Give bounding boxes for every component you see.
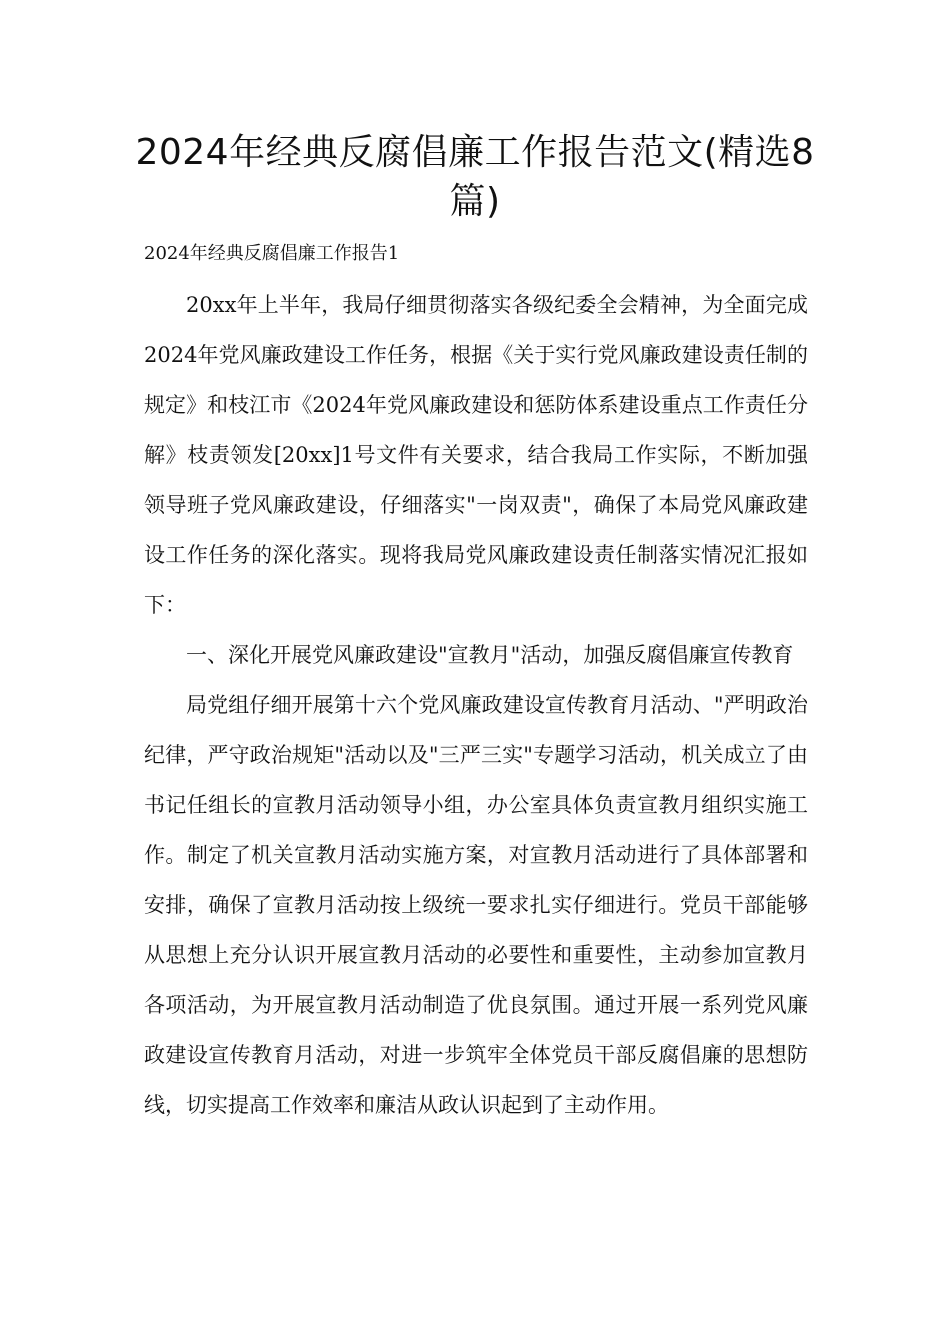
paragraph-section-one-heading: 一、深化开展党风廉政建设"宣教月"活动，加强反腐倡廉宣传教育 — [186, 643, 794, 667]
document-body — [144, 280, 808, 1130]
document-title: 2024年经典反腐倡廉工作报告范文(精选8篇) — [135, 132, 815, 222]
section-heading: 2024年经典反腐倡廉工作报告1 — [144, 243, 400, 264]
paragraph-section-one-body: 局党组仔细开展第十六个党风廉政建设宣传教育月活动、"严明政治纪律，严守政治规矩"活动以及"三严三实"专题学习活动，机关成立了由书记任组长的宣教月活动领导小组，办公室具体负责宣教月组织实施工作。制定了机关宣教月活动实施方案，对宣教月活动进行了具体部署和安排，确保了宣教月活动按上级统一要求扎实仔细进行。党员干部能够从思想上充分认识开展宣教月活动的必要性和重要性，主动参加宣教月各项活动，为开展宣教月活动制造了优良氛围。通过开展一系列党风廉政建设宣传教育月活动，对进一步筑牢全体党员干部反腐倡廉的思想防线，切实提高工作效率和廉洁从政认识起到了主动作用。 — [144, 693, 808, 1117]
paragraph-intro: 20xx年上半年，我局仔细贯彻落实各级纪委全会精神，为全面完成2024年党风廉政建设工作任务，根据《关于实行党风廉政建设责任制的规定》和枝江市《2024年党风廉政建设和惩防体系建设重点工作责任分解》枝责领发[20xx]1号文件有关要求，结合我局工作实际，不断加强领导班子党风廉政建设，仔细落实"一岗双责"，确保了本局党风廉政建设工作任务的深化落实。现将我局党风廉政建设责任制落实情况汇报如下： — [144, 293, 808, 617]
